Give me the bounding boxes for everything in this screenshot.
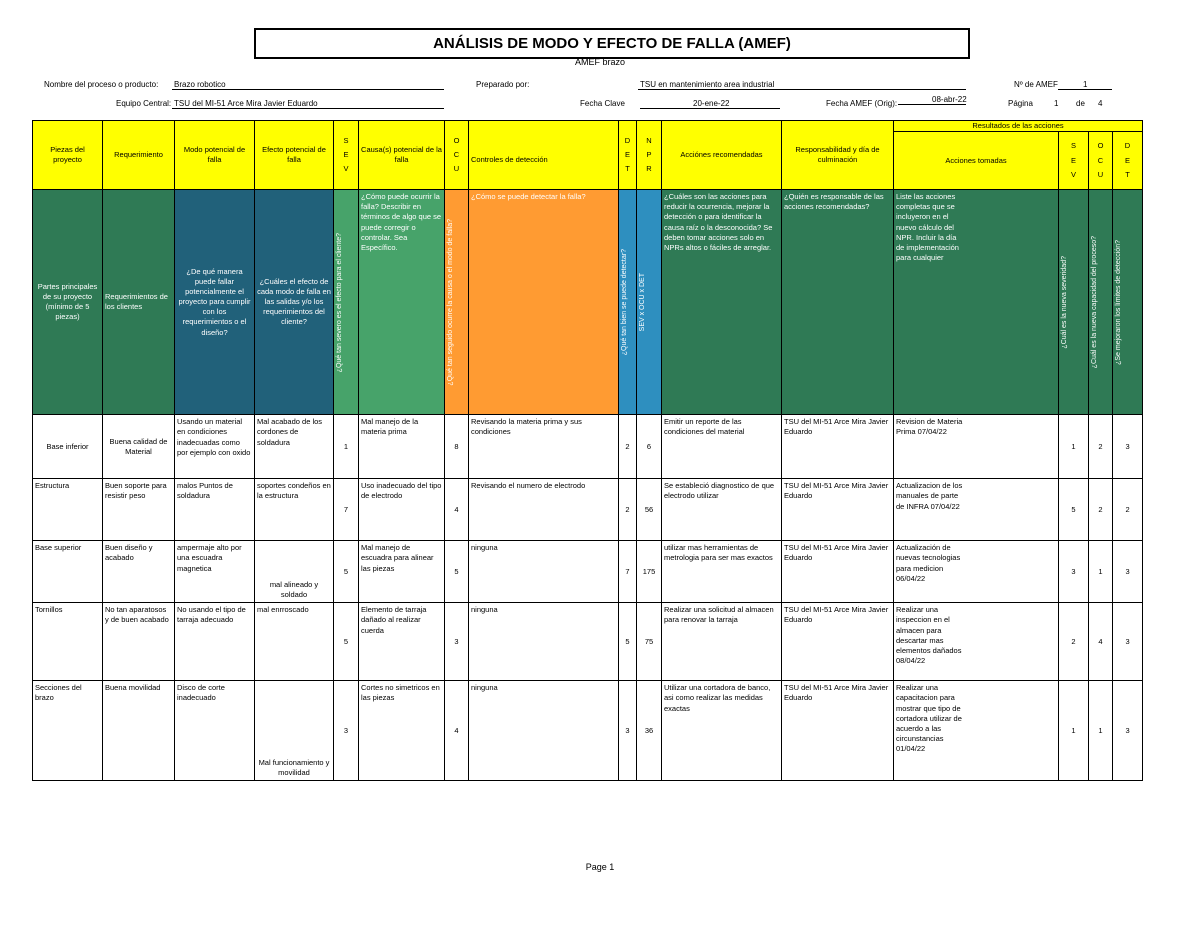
cell-efecto: mal alineado y soldado [255,541,334,603]
cell-acciones: Realizar una solicitud al almacen para renovar la tarraja [662,603,782,681]
cell-controles: Revisando el numero de electrodo [469,479,619,541]
pagina-value: 1 [1054,99,1059,108]
cell-ocu: 3 [445,603,469,681]
cell-npr: 175 [637,541,662,603]
proceso-underline [172,89,444,90]
cell-sev: 5 [334,541,359,603]
guide-controles: ¿Cómo se puede detectar la falla? [469,190,619,415]
numero-amef-label: Nº de AMEF [1014,80,1058,89]
cell-npr: 56 [637,479,662,541]
guide-causa: ¿Cómo puede ocurrir la falla? Describir en términos de algo que se puede corregir o controlar. Sea Específico. [359,190,445,415]
col-acciones: Acciónes recomendadas [662,121,782,190]
guide-piezas: Partes principales de su proyecto (mínimo de 5 piezas) [33,190,103,415]
col-sev: S E V [334,121,359,190]
cell-r-det: 3 [1113,681,1143,781]
col-r-ocu: O C U [1089,132,1113,190]
col-causa: Causa(s) potencial de la falla [359,121,445,190]
col-controles: Controles de detección [469,132,619,190]
preparado-label: Preparado por: [476,80,530,89]
preparado-value[interactable]: TSU en mantenimiento area industrial [640,80,775,89]
guide-r-ocu: ¿Cuál es la nueva capacidad del proceso? [1089,190,1113,415]
equipo-underline [172,108,444,109]
table-row [33,479,1143,541]
cell-requerimiento: Buen soporte para resistir peso [103,479,175,541]
guide-responsabilidad: ¿Quién es responsable de las acciones recomendadas? [782,190,894,415]
cell-responsable: TSU del MI-51 Arce Mira Javier Eduardo [782,479,894,541]
cell-r-sev: 2 [1059,603,1089,681]
cell-npr: 36 [637,681,662,781]
col-r-sev: S E V [1059,132,1089,190]
guide-modo: ¿De qué manera puede fallar potencialmente el proyecto para cumplir con los requerimientos o el diseño? [175,190,255,415]
guide-sev: ¿Qué tan severo es el efecto para el cliente? [334,190,359,415]
numero-amef-value[interactable]: 1 [1083,80,1088,89]
cell-r-ocu: 1 [1089,681,1113,781]
cell-responsable: TSU del MI-51 Arce Mira Javier Eduardo [782,415,894,479]
guide-requerimiento: Requerimientos de los clientes [103,190,175,415]
cell-sev: 3 [334,681,359,781]
proceso-label: Nombre del proceso o producto: [44,80,159,89]
cell-pieza: Tornillos [33,603,103,681]
cell-r-det: 2 [1113,479,1143,541]
numero-underline [1058,89,1112,90]
pagina-label: Página [1008,99,1033,108]
fecha-clave-underline [640,108,780,109]
col-r-det: D E T [1113,132,1143,190]
cell-efecto: Mal acabado de los cordones de soldadura [255,415,334,479]
amef-table [32,120,1143,781]
cell-causa: Mal manejo de escuadra para alinear las piezas [359,541,445,603]
cell-r-ocu: 4 [1089,603,1113,681]
cell-det: 7 [619,541,637,603]
table-row [33,415,1143,479]
cell-r-det: 3 [1113,541,1143,603]
preparado-underline [638,89,966,90]
guide-acciones-tomadas: Liste las acciones completas que se incluyeron en el nuevo cálculo del NPR. Incluir la día de implementación para cualquier [894,190,1059,415]
cell-requerimiento: Buen diseño y acabado [103,541,175,603]
cell-ocu: 4 [445,681,469,781]
cell-controles: ninguna [469,603,619,681]
cell-ocu: 4 [445,479,469,541]
cell-r-det: 3 [1113,603,1143,681]
fecha-clave-value[interactable]: 20-ene-22 [693,99,730,108]
cell-acciones: Se estableció diagnostico de que electrodo utilizar [662,479,782,541]
cell-efecto: mal enrroscado [255,603,334,681]
col-npr: N P R [637,121,662,190]
page-footer: Page 1 [585,862,615,872]
document-title: ANÁLISIS DE MODO Y EFECTO DE FALLA (AMEF) [254,28,970,59]
guide-npr: SEV x OCU x DET [637,190,662,415]
cell-sev: 5 [334,603,359,681]
cell-r-ocu: 2 [1089,479,1113,541]
cell-controles: ninguna [469,541,619,603]
cell-causa: Elemento de tarraja dañado al realizar cuerda [359,603,445,681]
cell-controles: ninguna [469,681,619,781]
cell-efecto: soportes condeños en la estructura [255,479,334,541]
fecha-amef-underline [898,104,966,105]
cell-sev: 1 [334,415,359,479]
cell-r-sev: 3 [1059,541,1089,603]
cell-r-sev: 5 [1059,479,1089,541]
cell-responsable: TSU del MI-51 Arce Mira Javier Eduardo [782,541,894,603]
cell-acciones: Utilizar una cortadora de banco, asi como realizar las medidas exactas [662,681,782,781]
cell-r-ocu: 2 [1089,415,1113,479]
table-row [33,681,1143,781]
fecha-amef-value[interactable]: 08-abr-22 [932,95,967,104]
col-resultados: Resultados de las acciones [894,121,1143,132]
cell-efecto: Mal funcionamiento y movilidad [255,681,334,781]
cell-requerimiento: Buena calidad de Material [103,415,175,479]
guide-r-sev: ¿Cuál es la nueva severidad? [1059,190,1089,415]
fecha-clave-label: Fecha Clave [580,99,625,108]
cell-det: 3 [619,681,637,781]
cell-r-ocu: 1 [1089,541,1113,603]
cell-r-sev: 1 [1059,681,1089,781]
guide-ocu: ¿Qué tan seguido ocurre la causa o el modo de falla? [445,190,469,415]
cell-causa: Uso inadecuado del tipo de electrodo [359,479,445,541]
col-requerimiento: Requerimiento [103,121,175,190]
equipo-label: Equipo Central: [116,99,172,108]
cell-det: 2 [619,415,637,479]
table-row [33,603,1143,681]
cell-pieza: Base superior [33,541,103,603]
cell-tomadas: Realizar una capacitacion para mostrar que tipo de cortadora utilizar de acuerdo a las circunstancias 01/04/22 [894,681,1059,781]
cell-npr: 75 [637,603,662,681]
cell-acciones: Emitir un reporte de las condiciones del material [662,415,782,479]
cell-pieza: Base inferior [33,415,103,479]
col-modo: Modo potencial de falla [175,121,255,190]
cell-causa: Mal manejo de la materia prima [359,415,445,479]
col-efecto: Efecto potencial de falla [255,121,334,190]
cell-npr: 6 [637,415,662,479]
cell-requerimiento: No tan aparatosos y de buen acabado [103,603,175,681]
col-controles-top [469,121,619,132]
col-piezas: Piezas del proyecto [33,121,103,190]
col-det: D E T [619,121,637,190]
cell-modo: No usando el tipo de tarraja adecuado [175,603,255,681]
cell-requerimiento: Buena movilidad [103,681,175,781]
cell-controles: Revisando la materia prima y sus condiciones [469,415,619,479]
cell-pieza: Secciones del brazo [33,681,103,781]
cell-r-det: 3 [1113,415,1143,479]
equipo-value[interactable]: TSU del MI-51 Arce Mira Javier Eduardo [174,99,318,108]
cell-ocu: 8 [445,415,469,479]
guide-efecto: ¿Cuáles el efecto de cada modo de falla en las salidas y/o los requerimientos del cliente? [255,190,334,415]
cell-det: 5 [619,603,637,681]
de-value: 4 [1098,99,1103,108]
cell-modo: malos Puntos de soldadura [175,479,255,541]
cell-ocu: 5 [445,541,469,603]
de-label: de [1076,99,1085,108]
guide-det: ¿Qué tan bien se puede detectar? [619,190,637,415]
cell-responsable: TSU del MI-51 Arce Mira Javier Eduardo [782,681,894,781]
fecha-amef-label: Fecha AMEF (Orig): [826,99,898,108]
cell-responsable: TSU del MI-51 Arce Mira Javier Eduardo [782,603,894,681]
cell-modo: Usando un material en condiciones inadecuadas como por ejemplo con oxido [175,415,255,479]
cell-tomadas: Revision de Materia Prima 07/04/22 [894,415,1059,479]
cell-tomadas: Actualización de nuevas tecnologias para medicion 06/04/22 [894,541,1059,603]
cell-tomadas: Actualizacion de los manuales de parte de INFRA 07/04/22 [894,479,1059,541]
cell-modo: Disco de corte inadecuado [175,681,255,781]
col-responsabilidad: Responsabilidad y día de culminación [782,121,894,190]
guide-acciones: ¿Cuáles son las acciones para reducir la ocurrencia, mejorar la detección o para identificar la causa raíz o la desconocida? Se deben tomar acciones solo en NPRs altos o fáciles de arreglar. [662,190,782,415]
guide-r-det: ¿Se mejoraron los límites de detección? [1113,190,1143,415]
col-acciones-tomadas: Acciones tomadas [894,132,1059,190]
cell-tomadas: Realizar una inspeccion en el almacen para descartar mas elementos dañados 08/04/22 [894,603,1059,681]
cell-causa: Cortes no simetricos en las piezas [359,681,445,781]
cell-sev: 7 [334,479,359,541]
proceso-value[interactable]: Brazo robotico [174,80,226,89]
cell-acciones: utilizar mas herramientas de metrologia para ser mas exactos [662,541,782,603]
table-row [33,541,1143,603]
col-ocu: O C U [445,121,469,190]
document-subtitle: AMEF brazo [574,57,625,67]
cell-pieza: Estructura [33,479,103,541]
cell-det: 2 [619,479,637,541]
cell-modo: ampermaje alto por una escuadra magnetica [175,541,255,603]
cell-r-sev: 1 [1059,415,1089,479]
